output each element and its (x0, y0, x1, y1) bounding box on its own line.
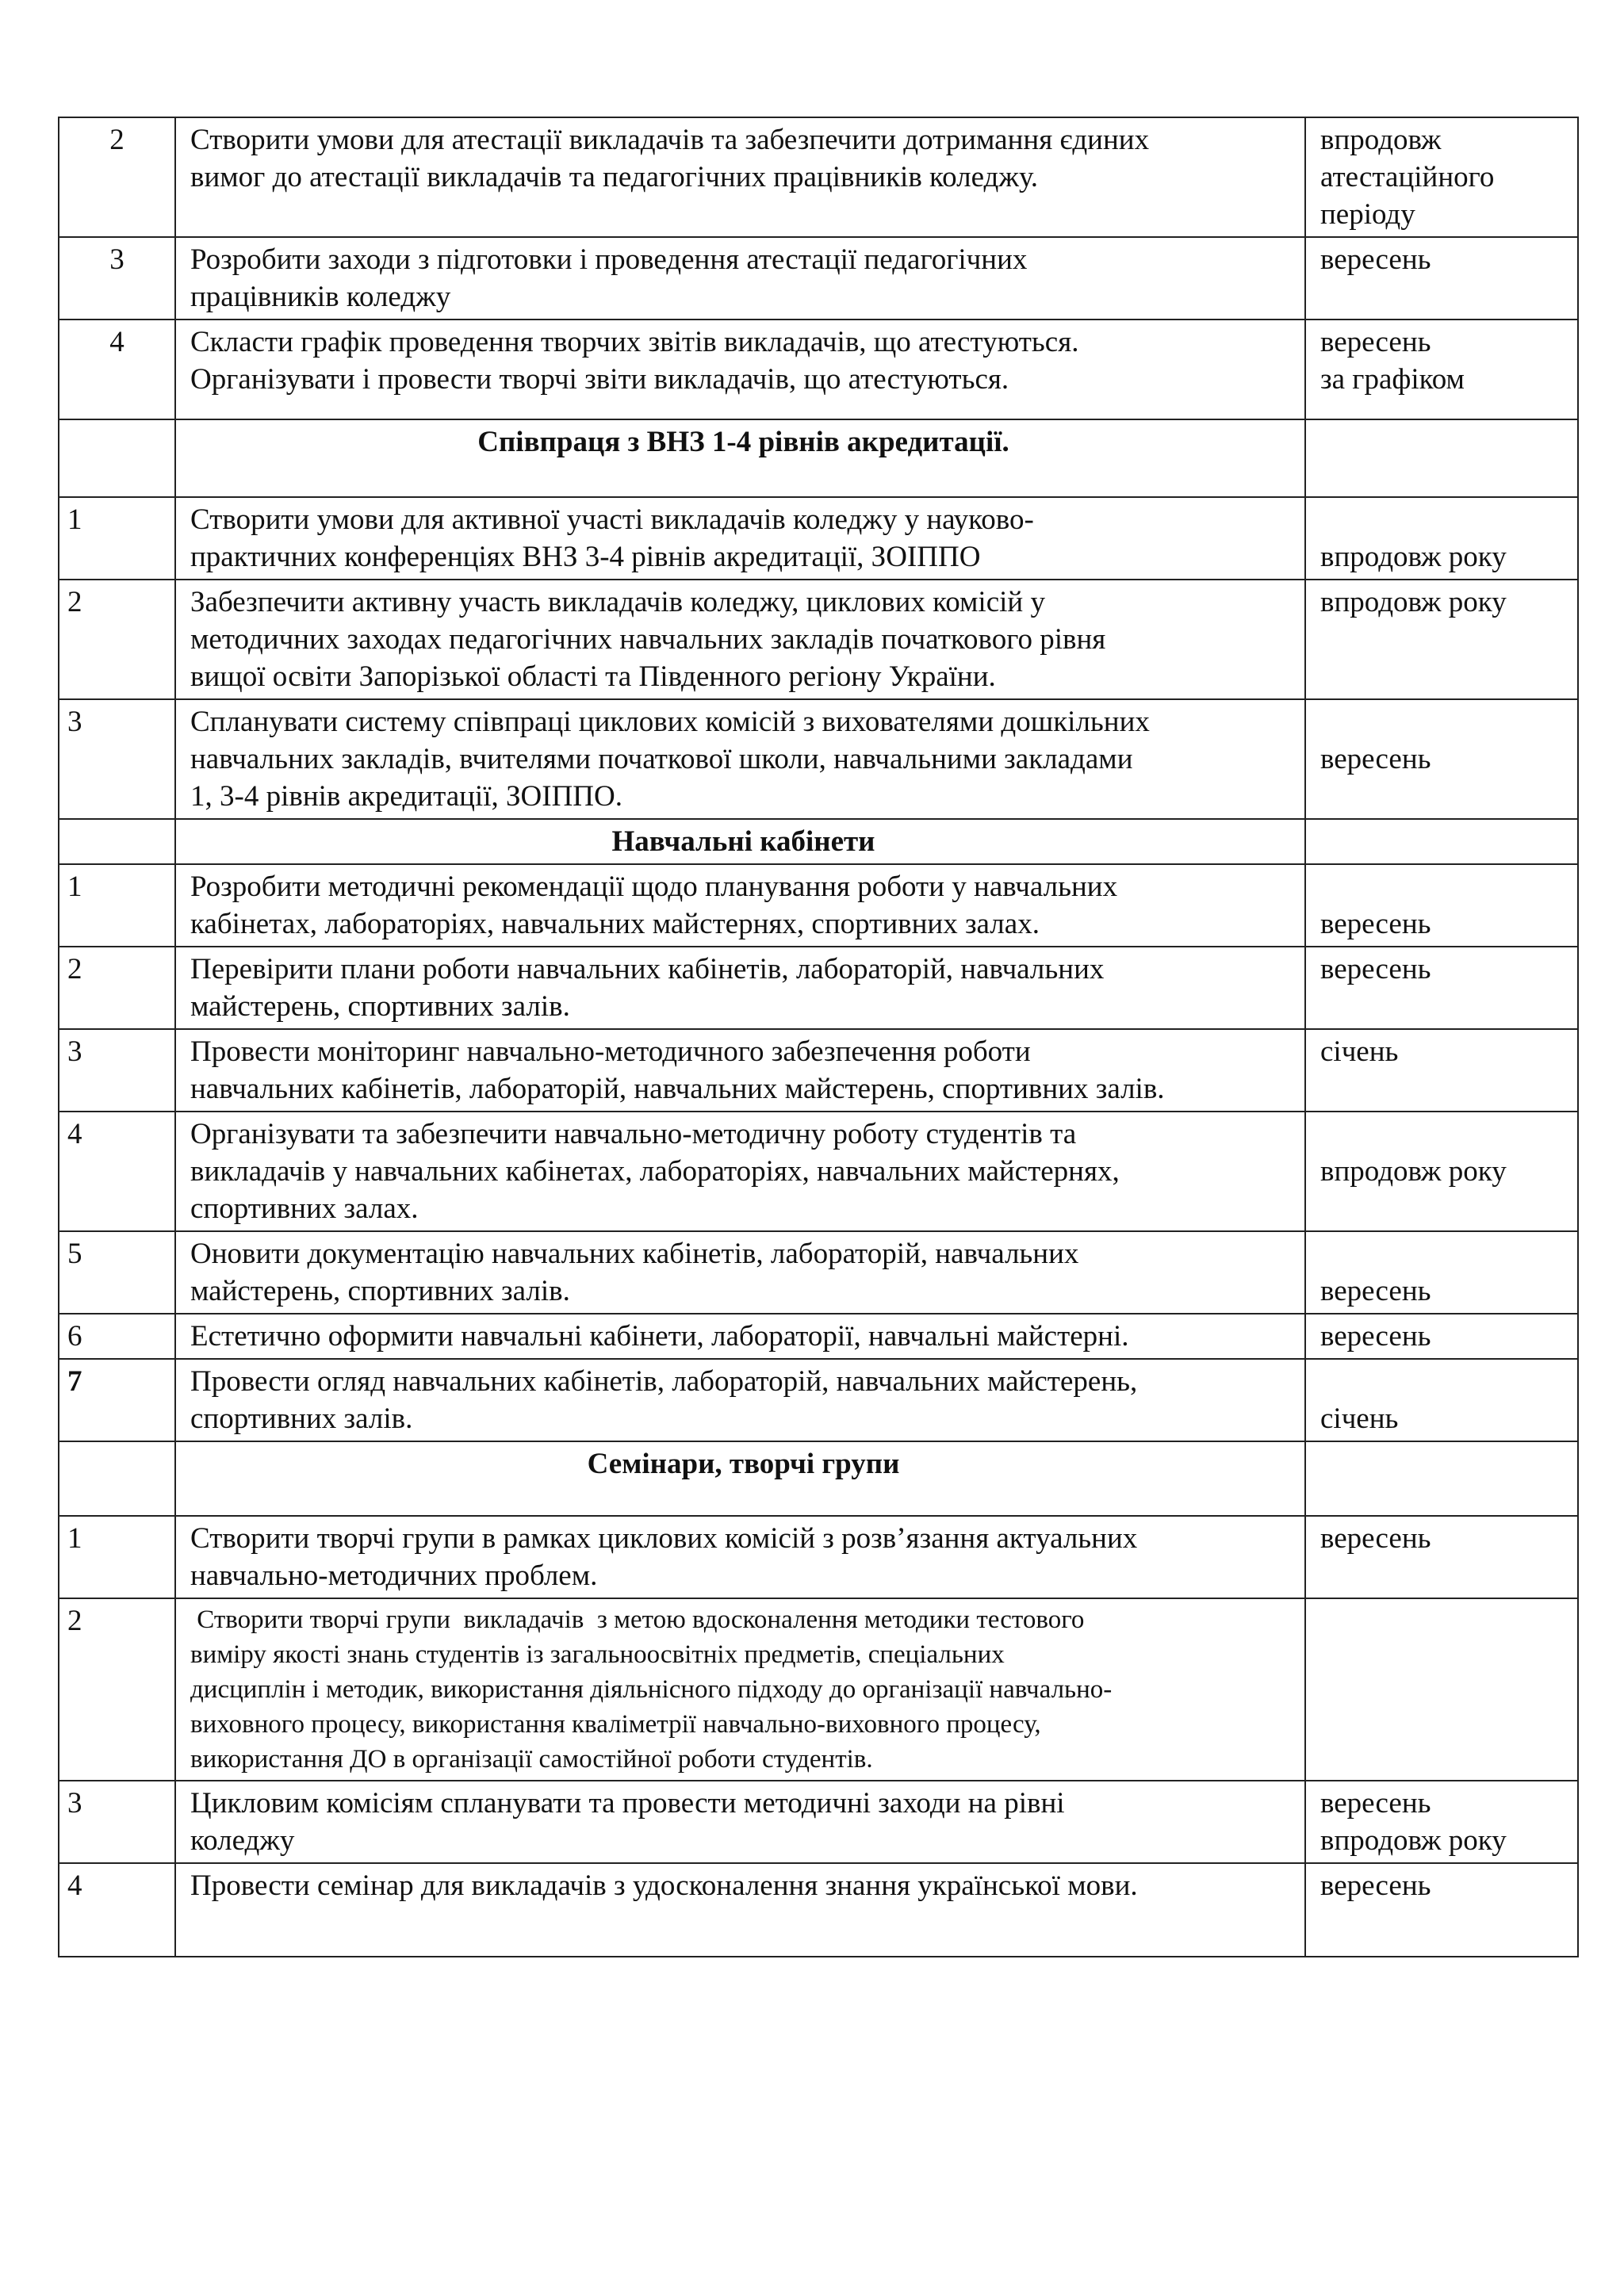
table-row (59, 947, 1578, 1029)
term-cell (1305, 864, 1578, 947)
table-row (59, 497, 1578, 580)
task-line: майстерень, спортивних залів. (190, 1275, 570, 1307)
task-cell (175, 1781, 1305, 1863)
row-number: 1 (59, 1516, 175, 1598)
term-cell (1305, 947, 1578, 1029)
term-line: атестаційного (1320, 161, 1495, 193)
section-heading-row (59, 819, 1578, 864)
term-cell (1305, 1359, 1578, 1441)
task-line: Перевірити плани роботи навчальних кабінетів, лабораторій, навчальних (190, 953, 1105, 985)
task-line: майстерень, спортивних залів. (190, 990, 570, 1023)
task-line: Естетично оформити навчальні кабінети, лабораторії, навчальні майстерні. (190, 1320, 1129, 1353)
term-line: вересень (1320, 743, 1431, 775)
row-number: 2 (59, 117, 175, 237)
table-row (59, 237, 1578, 320)
task-line: виміру якості знань студентів із загальноосвітніх предметів, спеціальних (190, 1640, 1005, 1669)
table-row (59, 699, 1578, 819)
term-cell (1305, 497, 1578, 580)
row-number: 2 (59, 947, 175, 1029)
task-line: використання ДО в організації самостійної роботи студентів. (190, 1745, 873, 1774)
task-line: вимог до атестації викладачів та педагогічних працівників коледжу. (190, 161, 1038, 193)
task-cell (175, 237, 1305, 320)
table-row (59, 1781, 1578, 1863)
task-line: Цикловим комісіям спланувати та провести методичні заходи на рівні (190, 1787, 1065, 1820)
task-cell (175, 117, 1305, 237)
task-line: Створити творчі групи в рамках циклових комісій з розв’язання актуальних (190, 1522, 1138, 1555)
table-row (59, 1516, 1578, 1598)
task-cell (175, 497, 1305, 580)
section-heading-row (59, 419, 1578, 497)
term-cell (1305, 699, 1578, 819)
term-line: вересень (1320, 1275, 1431, 1307)
task-line: навчальних закладів, вчителями початкової школи, навчальними закладами (190, 743, 1133, 775)
table-row (59, 580, 1578, 699)
term-cell (1305, 1863, 1578, 1957)
task-cell (175, 1231, 1305, 1314)
table-row (59, 1359, 1578, 1441)
term-line: впродовж року (1320, 1824, 1507, 1857)
row-number: 4 (59, 1112, 175, 1231)
task-line: методичних заходах педагогічних навчальних закладів початкового рівня (190, 623, 1106, 656)
row-number: 1 (59, 864, 175, 947)
table-row (59, 1863, 1578, 1957)
task-line: Провести огляд навчальних кабінетів, лабораторій, навчальних майстерень, (190, 1365, 1138, 1398)
term-cell (1305, 1781, 1578, 1863)
task-line: Організувати та забезпечити навчально-методичну роботу студентів та (190, 1118, 1077, 1150)
task-cell (175, 864, 1305, 947)
section-heading-row (59, 1441, 1578, 1516)
task-line: навчальних кабінетів, лабораторій, навчальних майстерень, спортивних залів. (190, 1073, 1165, 1105)
table-row (59, 864, 1578, 947)
term-line: січень (1320, 1035, 1399, 1068)
section-heading: Навчальні кабінети (175, 819, 1305, 864)
term-cell (1305, 419, 1578, 497)
row-number: 1 (59, 497, 175, 580)
term-cell (1305, 1598, 1578, 1781)
task-line: Розробити заходи з підготовки і проведення атестації педагогічних (190, 243, 1028, 276)
term-line: вересень (1320, 326, 1431, 358)
term-line: впродовж (1320, 124, 1442, 156)
task-cell (175, 320, 1305, 419)
row-number (59, 419, 175, 497)
table-row (59, 1231, 1578, 1314)
term-line: вересень (1320, 1869, 1431, 1902)
task-line: працівників коледжу (190, 281, 451, 313)
task-line: Провести семінар для викладачів з удосконалення знання української мови. (190, 1869, 1138, 1902)
task-line: спортивних залів. (190, 1402, 413, 1435)
table-row (59, 1029, 1578, 1112)
row-number: 3 (59, 699, 175, 819)
term-line: впродовж року (1320, 586, 1507, 618)
task-line: Розробити методичні рекомендації щодо планування роботи у навчальних (190, 871, 1118, 903)
term-line: вересень (1320, 1787, 1431, 1820)
row-number (59, 1441, 175, 1516)
row-number: 3 (59, 1781, 175, 1863)
task-line: 1, 3-4 рівнів акредитації, ЗОІППО. (190, 780, 622, 813)
task-line: навчально-методичних проблем. (190, 1559, 598, 1592)
term-cell (1305, 1112, 1578, 1231)
row-number: 3 (59, 1029, 175, 1112)
row-number (59, 819, 175, 864)
row-number: 6 (59, 1314, 175, 1359)
task-line: Провести моніторинг навчально-методичного забезпечення роботи (190, 1035, 1031, 1068)
row-number: 4 (59, 320, 175, 419)
term-line: вересень (1320, 243, 1431, 276)
term-line: вересень (1320, 1320, 1431, 1353)
term-line: періоду (1320, 198, 1415, 231)
task-cell (175, 1314, 1305, 1359)
term-cell (1305, 580, 1578, 699)
row-number: 2 (59, 580, 175, 699)
row-number: 4 (59, 1863, 175, 1957)
term-cell (1305, 819, 1578, 864)
task-line: спортивних залах. (190, 1192, 419, 1225)
term-line: вересень (1320, 908, 1431, 940)
term-line: за графіком (1320, 363, 1465, 396)
term-line: січень (1320, 1402, 1399, 1435)
task-cell (175, 947, 1305, 1029)
task-line: вищої освіти Запорізької області та Південного регіону України. (190, 660, 996, 693)
term-line: впродовж року (1320, 1155, 1507, 1188)
section-heading: Співпраця з ВНЗ 1-4 рівнів акредитації. (175, 419, 1305, 497)
row-number: 3 (59, 237, 175, 320)
term-cell (1305, 320, 1578, 419)
task-line: коледжу (190, 1824, 295, 1857)
term-cell (1305, 237, 1578, 320)
task-line: кабінетах, лабораторіях, навчальних майстернях, спортивних залах. (190, 908, 1040, 940)
task-line: виховного процесу, використання кваліметрії навчально-виховного процесу, (190, 1710, 1041, 1739)
row-number: 5 (59, 1231, 175, 1314)
term-cell (1305, 1029, 1578, 1112)
table-row (59, 1598, 1578, 1781)
term-cell (1305, 1314, 1578, 1359)
task-line: Створити умови для активної участі викладачів коледжу у науково- (190, 503, 1034, 536)
table-row (59, 1112, 1578, 1231)
task-line: викладачів у навчальних кабінетах, лабораторіях, навчальних майстернях, (190, 1155, 1120, 1188)
task-cell (175, 1516, 1305, 1598)
task-line: Забезпечити активну участь викладачів коледжу, циклових комісій у (190, 586, 1045, 618)
task-line: Організувати і провести творчі звіти викладачів, що атестуються. (190, 363, 1009, 396)
task-cell (175, 1029, 1305, 1112)
task-cell (175, 1598, 1305, 1781)
term-line: вересень (1320, 1522, 1431, 1555)
term-cell (1305, 1231, 1578, 1314)
term-cell (1305, 1516, 1578, 1598)
task-line: Скласти графік проведення творчих звітів викладачів, що атестуються. (190, 326, 1079, 358)
section-heading: Семінари, творчі групи (175, 1441, 1305, 1516)
row-number: 7 (59, 1359, 175, 1441)
table-row (59, 117, 1578, 237)
task-cell (175, 1359, 1305, 1441)
task-line: Оновити документацію навчальних кабінетів, лабораторій, навчальних (190, 1238, 1079, 1270)
term-line: впродовж року (1320, 541, 1507, 573)
task-cell (175, 699, 1305, 819)
task-cell (175, 580, 1305, 699)
table-row (59, 320, 1578, 419)
task-line: Створити умови для атестації викладачів та забезпечити дотримання єдиних (190, 124, 1150, 156)
task-line: Спланувати систему співпраці циклових комісій з вихователями дошкільних (190, 706, 1150, 738)
term-cell (1305, 117, 1578, 237)
term-line: вересень (1320, 953, 1431, 985)
row-number: 2 (59, 1598, 175, 1781)
task-line: Створити творчі групи викладачів з метою вдосконалення методики тестового (190, 1605, 1085, 1634)
task-line: дисциплін і методик, використання діяльнісного підходу до організації навчально- (190, 1675, 1113, 1704)
task-line: практичних конференціях ВНЗ 3-4 рівнів акредитації, ЗОІППО (190, 541, 981, 573)
plan-table (58, 117, 1579, 1957)
term-cell (1305, 1441, 1578, 1516)
task-cell (175, 1112, 1305, 1231)
task-cell (175, 1863, 1305, 1957)
table-row (59, 1314, 1578, 1359)
